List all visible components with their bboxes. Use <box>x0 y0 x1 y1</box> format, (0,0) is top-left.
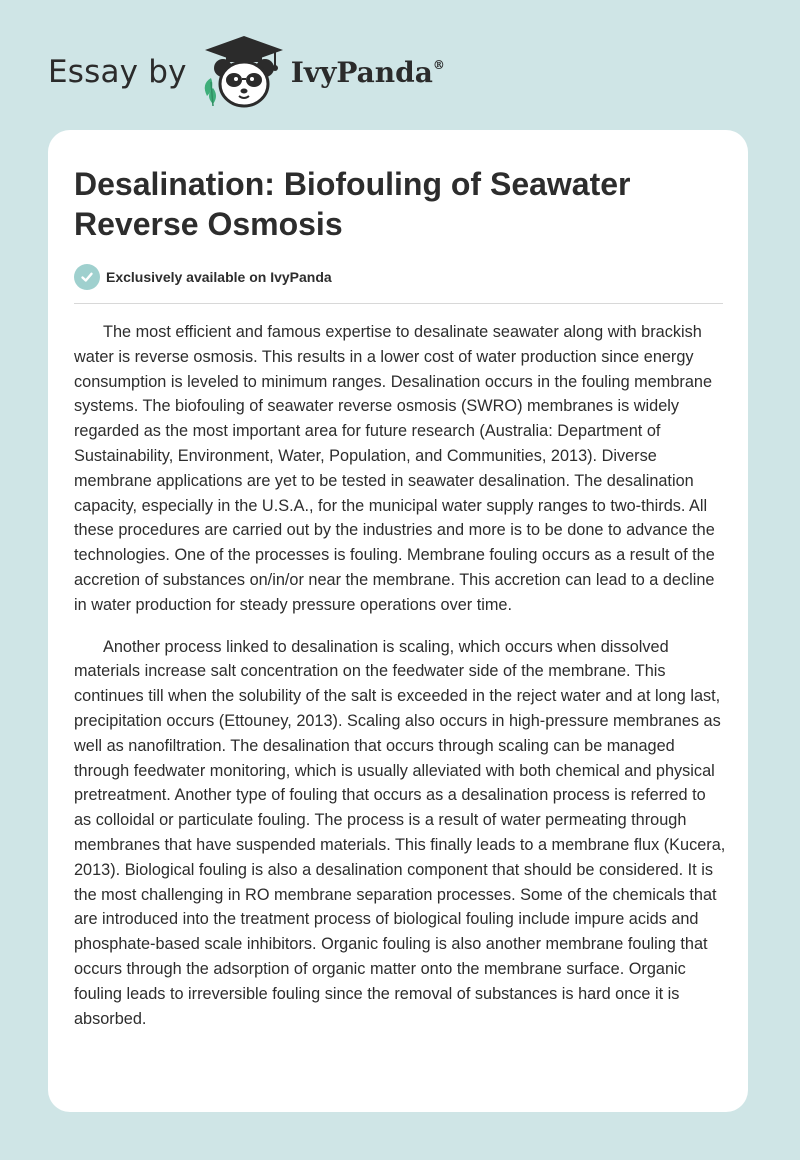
trademark-symbol: ® <box>432 57 445 72</box>
paragraph-2: Another process linked to desalination is scaling, which occurs when dissolved materials increase salt concentration on the feedwater side of the membrane. This continues till when the solubility of the salt is exceeded in the reject water and at long last, precipitation occurs (Ettouney, 2013). Scaling also occurs in high-pressure membranes as well as nanofiltration. The desalination that occurs through scaling can be managed through feedwater monitoring, which is usually alleviated with both chemical and physical pretreatment. Another type of fouling that occurs as a desalination process is referred to as colloidal or particulate fouling. The process is a result of water permeating through membranes that have suspended materials. This finally leads to a membrane flux (Kucera, 2013). Biological fouling is also a desalination component that should be considered. It is the most challenging in RO membrane separation processes. Some of the chemicals that are introduced into the treatment process of biological fouling include impure acids and phosphate-based scale inhibitors. Organic fouling is also another membrane fouling that occurs through the adsorption of organic matter onto the membrane surface. Organic fouling leads to irreversible fouling since the removal of substances is hard once it is absorbed. <box>74 637 726 1028</box>
divider <box>74 303 723 304</box>
exclusive-badge-label: Exclusively available on IvyPanda <box>106 269 332 285</box>
site-header <box>48 34 445 110</box>
panda-graduate-icon[interactable] <box>201 34 287 110</box>
brand-name[interactable] <box>291 56 445 89</box>
brand-prefix: Essay by <box>48 54 187 90</box>
check-circle-icon <box>74 264 100 290</box>
page-title: Desalination: Biofouling of Seawater Reverse Osmosis <box>74 166 631 242</box>
essay-body <box>74 320 726 1048</box>
paragraph-1: The most efficient and famous expertise to desalinate seawater along with brackish water is reverse osmosis. This results in a lower cost of water production since energy consumption is leveled to minimum ranges. Desalination occurs in the fouling membrane systems. The biofouling of seawater reverse osmosis (SWRO) membranes is widely regarded as the most important area for future research (Australia: Department of Sustainability, Environment, Water, Population, and Communities, 2013). Diverse membrane applications are yet to be tested in seawater desalination. The desalination capacity, especially in the U.S.A., for the municipal water supply ranges to two-thirds. All these procedures are carried out by the industries and more is to be done to advance the technologies. One of the processes is fouling. Membrane fouling occurs as a result of the accretion of substances on/in/or near the membrane. This accretion can lead to a decline in water production for steady pressure operations over time. <box>74 323 715 614</box>
brand-name-text: IvyPanda <box>290 55 433 89</box>
exclusive-badge <box>74 264 332 290</box>
essay-card <box>48 130 748 1112</box>
